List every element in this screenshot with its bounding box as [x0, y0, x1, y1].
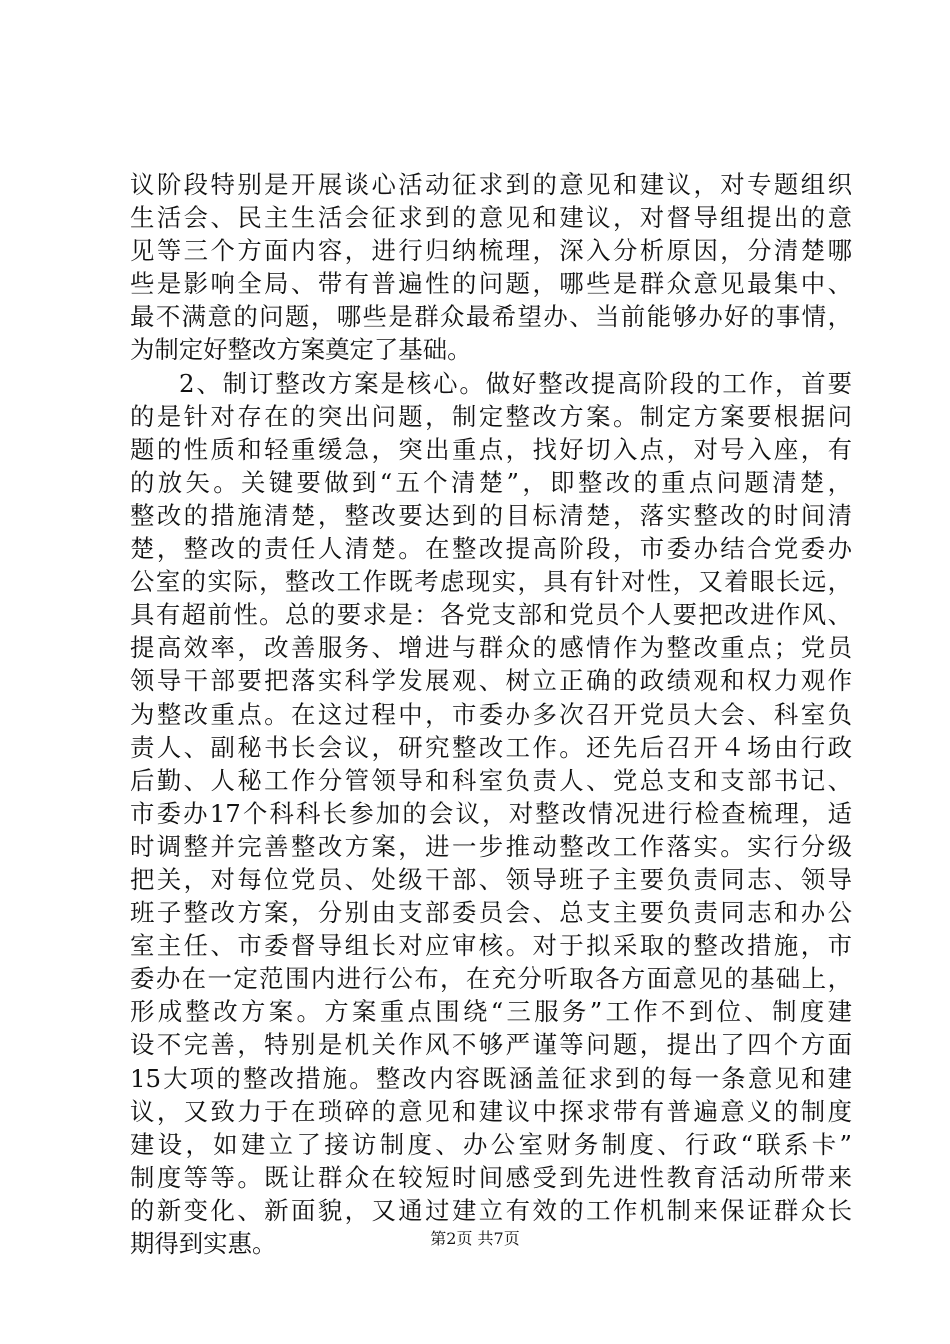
text-line: 为制定好整改方案奠定了基础。: [130, 335, 472, 365]
text-line: 见等三个方面内容，进行归纳梳理，深入分析原因，分清楚哪: [130, 236, 852, 266]
text-line: 时调整并完善整改方案，进一步推动整改工作落实。实行分级: [130, 831, 852, 861]
text-line: 领导干部要把落实科学发展观、树立正确的政绩观和权力观作: [130, 666, 852, 696]
text-line: 的新变化、新面貌，又通过建立有效的工作机制来保证群众长: [130, 1195, 852, 1225]
text-line: 后勤、人秘工作分管领导和科室负责人、党总支和支部书记、: [130, 765, 852, 795]
paragraph-1: [130, 168, 852, 367]
text-line: 市委办17个科科长参加的会议，对整改情况进行检查梳理，适: [130, 798, 852, 828]
text-line: 具有超前性。总的要求是：各党支部和党员个人要把改进作风、: [130, 600, 852, 630]
paragraph-2: [130, 367, 852, 1261]
text-line: 生活会、民主生活会征求到的意见和建议，对督导组提出的意: [130, 203, 852, 233]
text-line: 的是针对存在的突出问题，制定整改方案。制定方案要根据问: [130, 401, 852, 431]
page-number-footer: 第2页 共7页: [430, 1229, 520, 1248]
document-body: [130, 168, 852, 1260]
text-line: 期得到实惠。: [130, 1229, 277, 1258]
text-line: 题的性质和轻重缓急，突出重点，找好切入点，对号入座，有: [130, 434, 852, 464]
text-line: 议阶段特别是开展谈心活动征求到的意见和建议，对专题组织: [130, 170, 852, 199]
text-line: 提高效率，改善服务、增进与群众的感情作为整改重点；党员: [130, 633, 852, 663]
text-line: 的放矢。关键要做到“五个清楚”，即整改的重点问题清楚，: [130, 467, 852, 497]
text-line: 15大项的整改措施。整改内容既涵盖征求到的每一条意见和建: [130, 1063, 852, 1093]
text-line: 建设，如建立了接访制度、办公室财务制度、行政“联系卡”: [130, 1129, 852, 1159]
text-line: 整改的措施清楚，整改要达到的目标清楚，落实整改的时间清: [130, 500, 852, 530]
text-line: 为整改重点。在这过程中，市委办多次召开党员大会、科室负: [130, 699, 852, 729]
text-line: 制度等等。既让群众在较短时间感受到先进性教育活动所带来: [130, 1162, 852, 1192]
text-line: 最不满意的问题，哪些是群众最希望办、当前能够办好的事情，: [130, 302, 852, 332]
text-line: 些是影响全局、带有普遍性的问题，哪些是群众意见最集中、: [130, 269, 852, 299]
text-line: 公室的实际，整改工作既考虑现实，具有针对性，又着眼长远，: [130, 567, 852, 597]
text-line: 室主任、市委督导组长对应审核。对于拟采取的整改措施，市: [130, 931, 852, 961]
text-line: 2、制订整改方案是核心。做好整改提高阶段的工作，首要: [179, 368, 852, 398]
text-line: 把关，对每位党员、处级干部、领导班子主要负责同志、领导: [130, 864, 852, 894]
text-line: 责人、副秘书长会议，研究整改工作。还先后召开４场由行政: [130, 732, 852, 762]
text-line: 委办在一定范围内进行公布，在充分听取各方面意见的基础上，: [130, 964, 852, 994]
text-line: 楚，整改的责任人清楚。在整改提高阶段，市委办结合党委办: [130, 534, 852, 564]
text-line: 议，又致力于在琐碎的意见和建议中探求带有普遍意义的制度: [130, 1096, 852, 1126]
text-line: 形成整改方案。方案重点围绕“三服务”工作不到位、制度建: [130, 997, 852, 1027]
text-line: 班子整改方案，分别由支部委员会、总支主要负责同志和办公: [130, 898, 852, 928]
text-line: 设不完善，特别是机关作风不够严谨等问题，提出了四个方面: [130, 1030, 852, 1060]
